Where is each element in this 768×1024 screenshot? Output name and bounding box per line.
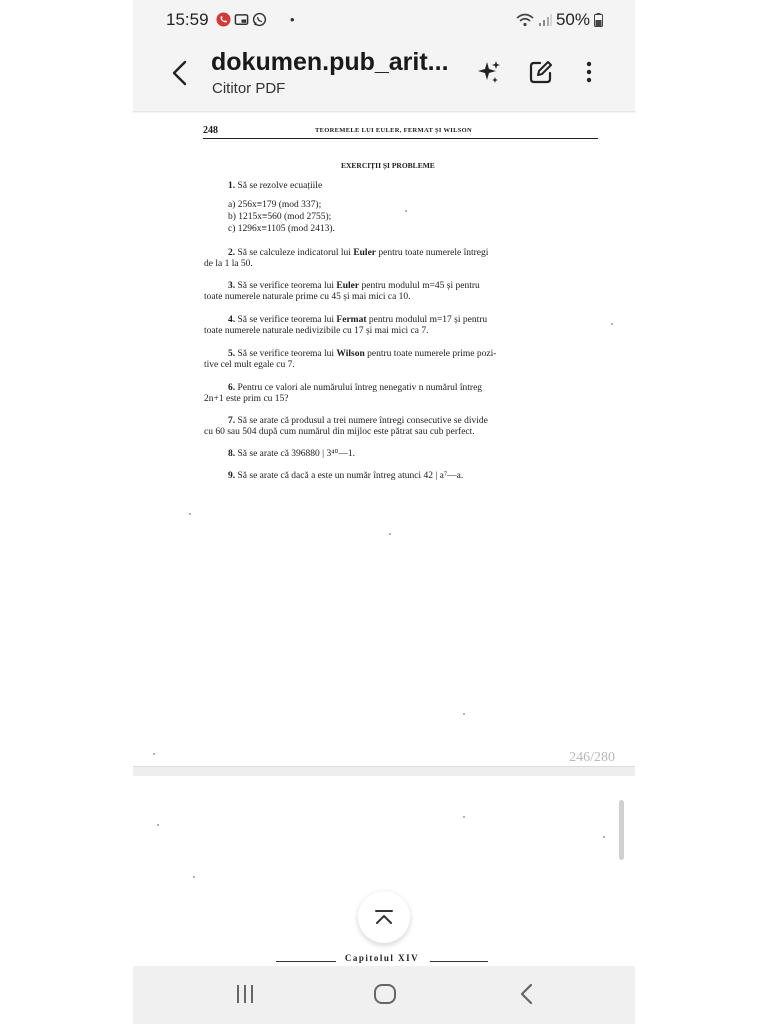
scan-speck xyxy=(193,876,195,878)
sparkle-icon[interactable] xyxy=(475,58,503,86)
signal-icon xyxy=(538,13,552,27)
scan-speck xyxy=(603,836,605,838)
problem-1c: c) 1296x≡1105 (mod 2413). xyxy=(228,224,335,234)
recents-icon[interactable] xyxy=(231,982,259,1006)
cast-icon xyxy=(234,12,249,27)
problem-7-line-2: cu 60 sau 504 după cum numărul din mijloc este pătrat sau cub perfect. xyxy=(204,427,475,437)
chevron-up-icon xyxy=(373,909,395,925)
scan-speck xyxy=(611,323,613,325)
page-number: 248 xyxy=(203,125,218,136)
problem-9: 9. Să se arate că dacă a este un număr întreg atunci 42 | a⁷—a. xyxy=(228,471,464,481)
section-title: EXERCIȚII ȘI PROBLEME xyxy=(341,161,435,170)
page-header xyxy=(203,125,598,139)
problem-8: 8. Să se arate că 396880 | 3⁴⁰—1. xyxy=(228,449,355,459)
problem-3-line-1: 3. Să se verifice teorema lui Euler pentru modulul m=45 și pentru xyxy=(228,281,480,291)
problem-3-line-2: toate numerele naturale prime cu 45 și mai mici ca 10. xyxy=(204,292,411,302)
back-nav-icon[interactable] xyxy=(513,982,541,1006)
notification-icons xyxy=(216,12,267,27)
problem-4-line-2: toate numerele naturale nedivizibile cu 17 și mai mici ca 7. xyxy=(204,326,429,336)
problem-7-line-1: 7. Să se arate că produsul a trei numere întregi consecutive se divide xyxy=(228,416,488,426)
status-time: 15:59 xyxy=(166,10,209,29)
problem-6-line-2: 2n+1 este prim cu 15? xyxy=(204,394,289,404)
document-title: dokumen.pub_arit... xyxy=(211,48,449,76)
chapter-heading: Capitolul XIV xyxy=(344,953,420,963)
page-counter: 246/280 xyxy=(569,750,615,765)
system-nav-bar xyxy=(133,966,635,1024)
problem-6-line-1: 6. Pentru ce valori ale numărului întreg nenegativ n numărul întreg xyxy=(228,383,483,393)
scrollbar-thumb[interactable] xyxy=(619,800,624,860)
status-dot: • xyxy=(290,12,295,27)
wifi-icon xyxy=(516,13,534,27)
system-status xyxy=(516,10,603,30)
scan-speck xyxy=(189,513,191,515)
battery-icon xyxy=(594,13,603,27)
more-icon[interactable] xyxy=(575,58,603,86)
scan-speck xyxy=(463,713,465,715)
page-separator xyxy=(133,766,635,776)
problem-2-line-2: de la 1 la 50. xyxy=(204,259,253,269)
scan-speck xyxy=(405,210,407,212)
app-subtitle: Cititor PDF xyxy=(212,80,286,97)
problem-5-line-2: tive cel mult egale cu 7. xyxy=(204,360,295,370)
pdf-page[interactable] xyxy=(133,113,635,768)
phone-screen xyxy=(133,0,635,1024)
problem-5-line-1: 5. Să se verifice teorema lui Wilson pentru toate numerele prime pozi- xyxy=(228,349,497,359)
edit-icon[interactable] xyxy=(527,58,555,86)
scan-speck xyxy=(463,816,465,818)
status-bar xyxy=(133,0,635,40)
running-head: TEOREMELE LUI EULER, FERMAT ȘI WILSON xyxy=(315,127,473,134)
back-icon[interactable] xyxy=(167,58,193,88)
scan-speck xyxy=(389,533,391,535)
problem-1a: a) 256x≡179 (mod 337); xyxy=(228,200,322,210)
problem-2-line-1: 2. Să se calculeze indicatorul lui Euler pentru toate numerele întregi xyxy=(228,248,489,258)
phone-call-icon xyxy=(216,12,231,27)
whatsapp-icon xyxy=(252,12,267,27)
problem-4-line-1: 4. Să se verifice teorema lui Fermat pentru modulul m=17 și pentru xyxy=(228,315,488,325)
scan-speck xyxy=(153,753,155,755)
chapter-rule-right xyxy=(430,961,488,962)
app-header xyxy=(133,40,635,112)
problem-1b: b) 1215x≡560 (mod 2755); xyxy=(228,212,332,222)
home-icon[interactable] xyxy=(371,982,399,1006)
problem-1: 1. Să se rezolve ecuațiile xyxy=(228,181,323,191)
scan-speck xyxy=(157,824,159,826)
battery-percent: 50% xyxy=(555,10,590,29)
scroll-to-top-button[interactable] xyxy=(358,891,410,943)
